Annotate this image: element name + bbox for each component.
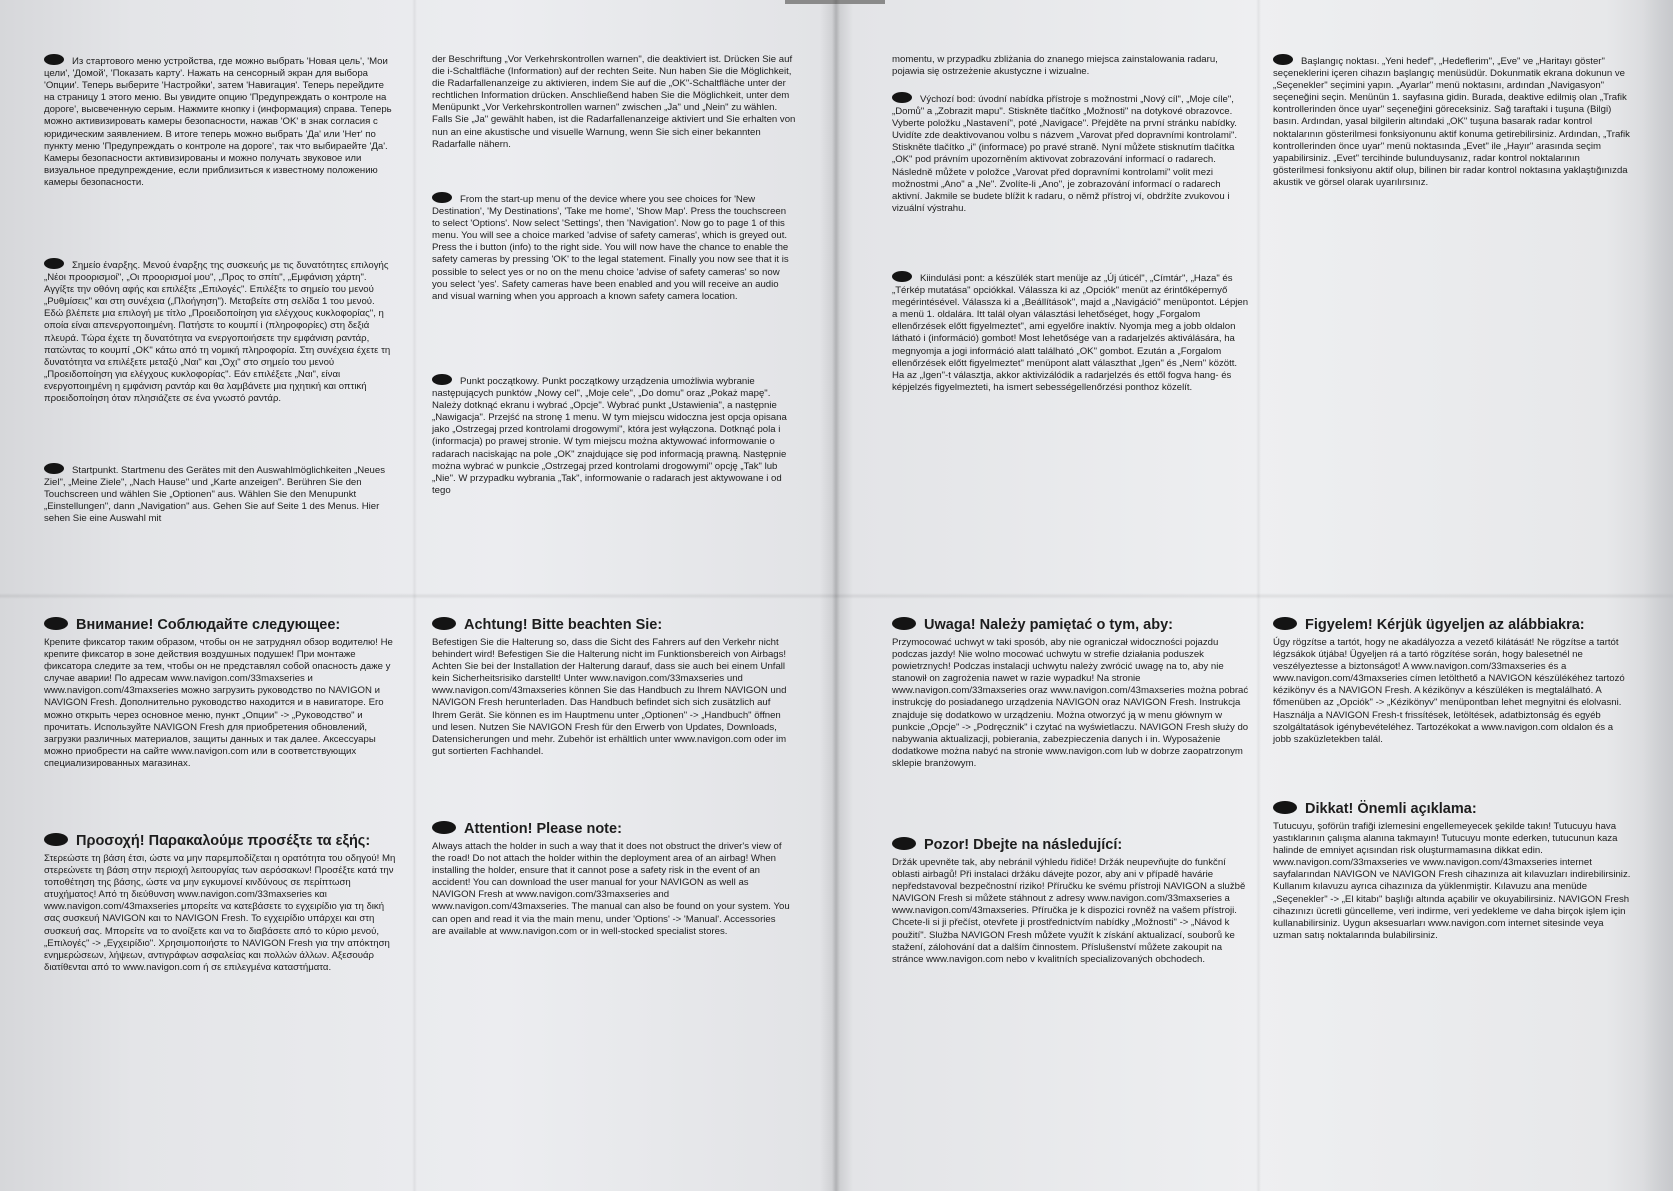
notice-tr-body: Tutucuyu, şoförün trafiği izlemesini engellemeyecek şekilde takın! Tutucuyu hava yastıklarının çalışma alanına takmayın! Tutucuyu monte ederken, tutucunun kaza halinde de emniyet açısından risk oluşturmamasına dikkat edin. www.navigon.com/33maxseries ve www.navigon.com/43maxseries internet sayfalarından NAVIGON ve NAVIGON Fresh cihazınıza ait kılavuzları indirebilirsiniz. Kullanım kılavuzu ayrıca cihazınıza da yüklenmiştir. Kılavuzu ana menüde „Seçenekler" -> „El kitabı" başlığı altında açabilir ve okuyabilirsiniz. NAVIGON Fresh cihazınızı ücretli güncelleme, veri indirme, veri yedekleme ve daha birçok işlem için kullanabilirsiniz. Uygun aksesuarları www.navigon.com internet sitesinde veya uzman satış noktalarında bulabilirsiniz. <box>1273 821 1631 941</box>
bullet-icon <box>892 837 916 850</box>
bullet-icon <box>44 463 64 474</box>
bullet-icon <box>44 617 68 630</box>
bullet-icon <box>892 92 912 103</box>
instruction-tr: Başlangıç noktası. „Yeni hedef", „Hedeflerim", „Eve" ve „Haritayı göster" seçeneklerini içeren cihazın başlangıç menüsüdür. Dokunmatik ekrana dokunun ve „Seçenekler" seçimini yapın. „Ayarlar" menü noktasını, ardından „Navigasyon" seçeneğini seçin. Menünün 1. sayfasına gidin. Burada, deaktive edilmiş olan „Trafik kontrollerinden önce uyar" seçeneğini göreceksiniz. Sağ taraftaki i tuşuna (Bilgi) basın. Ardından, yasal bilgilerin altındaki „OK" tuşuna basarak radar kontrol noktalarının gösterilmesi fonksiyonunu aktif konuma getirebilirsiniz. Ardından, „Trafik kontrollerinden önce uyar" menü noktasında „Evet" ile „Hayır" arasında seçim yapabilirsiniz. „Evet" tercihinde bulunduysanız, radar kontrol noktalarının gösterilmesi fonksiyonu aktif olup, bilinen bir radar kontrol noktasına yaklaştığınızda akustik ve görsel olarak uyarılırsınız. <box>1273 56 1630 188</box>
notice-el-title: Προσοχή! Παρακαλούμε προσέξτε τα εξής: <box>44 832 370 850</box>
instruction-pl: Punkt początkowy. Punkt początkowy urządzenia umożliwia wybranie następujących punktów „Nowy cel", „Moje cele", „Do domu" oraz „Pokaż mapę". Należy dotknąć ekranu i wybrać „Opcje". Wybrać punkt „Ustawienia", a następnie „Nawigacja". Przejść na stronę 1 menu. W tym miejscu widoczna jest opcja opisana jako „Ostrzegaj przed kontrolami drogowymi", która jest wyłączona. Dotknąć pola i (informacja) po prawej stronie. W tym miejscu można aktywować informowanie o radarach naciskając na pole „OK" znajdujące się pod informacją prawną. Następnie można wybrać w punkcie „Ostrzegaj przed kontrolami drogowymi" opcję „Tak" lub „Nie". W przypadku wybrania „Tak", informowanie o radarach jest aktywowane i od tego <box>432 376 787 496</box>
instruction-el: Σημείο έναρξης. Μενού έναρξης της συσκευής με τις δυνατότητες επιλογής „Νέοι προορισμοί", „Οι προορισμοί μου", „Προς το σπίτι", „Εμφάνιση χάρτη". Αγγίξτε την οθόνη αφής και επιλέξτε „Επιλογές". Επιλέξτε το σημείο του μενού „Ρυθμίσεις" και στη συνέχεια („Πλοήγηση"). Μεταβείτε στη σελίδα 1 του μενού. Εδώ βλέπετε μια επιλογή με τίτλο „Προειδοποίηση για ελέγχους κυκλοφορίας", η οποία είναι απενεργοποιημένη. Πατήστε το κουμπί i (πληροφορίες) στη δεξιά πλευρά. Τώρα έχετε τη δυνατότητα να ενεργοποιήσετε την εμφάνιση ραντάρ, πατώντας το κουμπί „OK" κάτω από τη νομική πληροφορία. Στη συνέχεια έχετε τη δυνατότητα να επιλέξετε μεταξύ „Ναι" και „Όχι" στο σημείο του μενού „Προειδοποίηση για ελέγχους κυκλοφορίας". Εάν επιλέξετε „Ναι", είναι ενεργοποιημένη η εμφάνιση ραντάρ και θα λαμβάνετε μια ηχητική και οπτική προειδοποίηση όταν πλησιάζετε σε ένα γνωστό ραντάρ. <box>44 260 391 405</box>
instruction-de: Startpunkt. Startmenu des Gerätes mit den Auswahlmöglichkeiten „Neues Ziel", „Meine Ziele", „Nach Hause" und „Karte anzeigen". Berühren Sie den Touchscreen und wählen Sie „Optionen" aus. Wählen Sie den Menupunkt „Einstellungen", dann „Navigation" aus. Gehen Sie auf Seite 1 des Menus. Hier sehen Sie eine Auswahl mit <box>44 465 386 525</box>
notice-ru-body: Крепите фиксатор таким образом, чтобы он не затруднял обзор водителю! Не крепите фиксатор в зоне действия воздушных подушек! При монтаже фиксатора следите за тем, чтобы он не представлял собой опасность даже у случае аварии! По адресам www.navigon.com/33maxseries и www.navigon.com/43maxseries можно загрузить руководство по NAVIGON и NAVIGON Fresh. Дополнительно руководство находится и в навигаторе. Его можно открыть через основное меню, пункт „Опции" -> „Руководство" и прочитать. Используйте NAVIGON Fresh для приобретения обновлений, загрузки различных материалов, защиты данных и так далее. Аксессуары можно приобрести на сайте www.navigon.com или в соответствующих специализированных магазинах. <box>44 637 393 769</box>
bullet-icon <box>432 374 452 385</box>
bullet-icon <box>1273 54 1293 65</box>
notice-cs-title: Pozor! Dbejte na následující: <box>892 836 1122 854</box>
bullet-icon <box>44 54 64 65</box>
bullet-icon <box>432 617 456 630</box>
bullet-icon <box>1273 617 1297 630</box>
instruction-cs: Výchozí bod: úvodní nabídka přístroje s možnostmi „Nový cíl", „Moje cíle", „Domů" a „Zobrazit mapu". Stiskněte tlačítko „Možnosti" na dotykové obrazovce. Vyberte položku „Nastavení", poté „Navigace". Přejděte na první stránku nabídky. Uvidíte zde deaktivovanou volbu s názvem „Varovat před dopravními kontrolami". Stiskněte tlačítko „i" (informace) po pravé straně. Nyní můžete stisknutím tlačítka „OK" pod právním upozorněním aktivovat zobrazování informací o radarech. Následně můžete v položce „Varovat před dopravními kontrolami" volit mezi možnostmi „Ano" a „Ne". Zvolíte-li „Ano", je zobrazování informací o radarech aktivní. Jakmile se budete blížit k radaru, o němž přístroj ví, obdržíte zvukovou i vizuální výstrahu. <box>892 94 1238 214</box>
notice-el-body: Στερεώστε τη βάση έτσι, ώστε να μην παρεμποδίζεται η ορατότητα του οδηγού! Μη στερεώνετε τη βάση στην περιοχή λειτουργίας των αερόσακων! Προσέξτε κατά την τοποθέτηση της βάσης, ώστε να μην εγκυμονεί κινδύνους σε περίπτωση ατυχήματος! Από τη διεύθυνση www.navigon.com/33maxseries και www.navigon.com/43maxseries μπορείτε να κατεβάσετε το εγχειρίδιο για τη δική σας συσκευή NAVIGON και το NAVIGON Fresh. Το εγχειρίδιο υπάρχει και στη συσκευή σας. Μπορείτε να το ανοίξετε και να το διαβάσετε από το κύριο μενού, „Επιλογές" -> „Εγχειρίδιο". Χρησιμοποιήστε το NAVIGON Fresh για την απόκτηση ενημερώσεων, λήψεων, αντιγράφων ασφαλείας και πολλών άλλων. Αξεσουάρ διατίθενται από το www.navigon.com ή σε επιλεγμένα καταστήματα. <box>44 853 396 973</box>
bullet-icon <box>44 833 68 846</box>
notice-en-body: Always attach the holder in such a way that it does not obstruct the driver's view of the road! Do not attach the holder within the deployment area of an airbag! When installing the holder, ensure that it cannot pose a safety risk in the event of an accident! You can download the user manual for your NAVIGON as well as NAVIGON Fresh at www.navigon.com/33maxseries and www.navigon.com/43maxseries. The manual can also be found on your system. You can open and read it via the main menu, under 'Options' -> 'Manual'. Accessories are available at www.navigon.com or in well-stocked specialist stores. <box>432 841 790 937</box>
bullet-icon <box>44 258 64 269</box>
instruction-en: From the start-up menu of the device where you see choices for 'New Destination', 'My Destinations', 'Take me home', 'Show Map'. Press the touchscreen to select 'Options'. Now select 'Settings', then 'Navigation'. Now go to page 1 of this menu. You will see a choice marked 'advise of safety cameras', which is greyed out. Press the i button (info) to the right side. You will now have the chance to enable the safety cameras by pressing 'OK' to the legal statement. Finally you now see that it is possible to select yes or no on the menu choice 'advise of safety cameras' so now you select 'yes'. Safety cameras have been enabled and you will receive an audio and visual warning when you approach a known safety camera location. <box>432 194 789 302</box>
notice-hu-body: Úgy rögzítse a tartót, hogy ne akadályozza a vezető kilátását! Ne rögzítse a tartót légzsákok útjába! Ügyeljen rá a tartó rögzítése során, hogy balesetnél ne veszélyeztesse a biztonságot! A www.navigon.com/33maxseries és a www.navigon.com/43maxseries címen letölthető a NAVIGON készülékéhez tartozó kézikönyv és a NAVIGON Fresh. A kézikönyv a készüléken is megtalálható. A főmenüben az „Opciók" -> „Kézikönyv" menüpontban lehet megnyitni és elolvasni. Használja a NAVIGON Fresh-t frissítések, letöltések, adatbiztonság és egyéb szolgáltatások igénybevételéhez. Tartozékokat a www.navigon.com oldalon és a jobb szaküzletekben talál. <box>1273 637 1625 745</box>
instruction-ru: Из стартового меню устройства, где можно выбрать 'Новая цель', 'Мои цели', 'Домой', 'Показать карту'. Нажать на сенсорный экран для выбора 'Опции'. Теперь выберите 'Настройки', затем 'Навигация'. Теперь перейдите на страницу 1 этого меню. Вы увидите опцию 'Предупреждать о контроле на дороге', высвеченную серым. Нажмите кнопку i (информация) справа. Теперь можно активизировать камеры безопасности, нажав 'OK' в знак согласия с юридическим заявлением. В итоге теперь можно выбрать 'Да' или 'Нет' по пункту меню 'Предупреждать о контроле на дороге', так что выбираейте 'Да'. Камеры безопасности активизированы и можно получать звуковое или визуальное предупреждение, если приблизиться к известному положению камеры безопасности. <box>44 56 392 188</box>
bullet-icon <box>432 821 456 834</box>
horizontal-fold-line <box>0 593 1673 599</box>
bullet-icon <box>892 617 916 630</box>
notice-de-body: Befestigen Sie die Halterung so, dass die Sicht des Fahrers auf den Verkehr nicht behindert wird! Befestigen Sie die Halterung nicht im Funktionsbereich von Airbags! Achten Sie bei der Installation der Halterung darauf, dass sie auch bei einem Unfall kein Sicherheitsrisiko darstellt! Unter www.navigon.com/33maxseries und www.navigon.com/43maxseries können Sie das Handbuch zu Ihrem NAVIGON und NAVIGON Fresh herunterladen. Das Handbuch befindet sich sich zusätzlich auf Ihrem Gerät. Sie können es im Hauptmenu unter „Optionen" -> „Handbuch" öffnen und lesen. Nutzen Sie NAVIGON Fresh für den Erwerb von Updates, Downloads, Datensicherungen und mehr. Zubehör ist erhältlich unter www.navigon.com oder im gut sortierten Fachhandel. <box>432 637 787 757</box>
instruction-pl-continued: momentu, w przypadku zbliżania do znanego miejsca zainstalowania radaru, pojawia się ostrzeżenie akustyczne i wizualne. <box>892 54 1218 78</box>
instruction-hu: Kiindulási pont: a készülék start menüje az „Új úticél", „Címtár", „Haza" és „Térkép mutatása" opciókkal. Válassza ki az „Opciók" menüt az érintőképernyő megérintésével. Válassza ki a „Beállítások", majd a „Navigáció" menüpontot. Lépjen a menü 1. oldalára. Itt talál olyan választási lehetőséget, hogy „Forgalom ellenőrzések előtt figyelmeztet", ami egyelőre inaktív. Nyomja meg a jobb oldalon látható i (információ) gombot! Most lehetősége van a radarjelzés aktiválására, ha megnyomja a jogi információ alatt található „OK" gombot. Ezután a „Forgalom ellenőrzések előtt figyelmeztet" menüpont alatt választhat „Igen" és „Nem" között. Ha az „Igen"-t választja, akkor aktivizálódik a radarjelzés és ettől fogva hang- és képjelzés figyelmezteti, ha ismert sebességellenőrzési ponthoz közelít. <box>892 273 1249 393</box>
notice-cs-body: Držák upevněte tak, aby nebránil výhledu řidiče! Držák neupevňujte do funkční oblasti airbagů! Při instalaci držáku dávejte pozor, aby ani v případě havárie nepředstavoval bezpečnostní riziko! Příručku ke svému přístroji NAVIGON a službě NAVIGON Fresh si můžete stáhnout z adresy www.navigon.com/33maxseries a www.navigon.com/43maxseries. Příručka je k dispozici rovněž na vašem přístroji. Chcete-li si ji přečíst, otevřete ji prostřednictvím nabídky „Možnosti" -> „Návod k použití". Služba NAVIGON Fresh můžete využít k získání aktualizací, souborů ke stažení, zálohování dat a dalším činnostem. Příslušenství můžete zakoupit na stránce www.navigon.com nebo v kvalitních specializovaných obchodech. <box>892 857 1246 965</box>
notice-pl-body: Przymocować uchwyt w taki sposób, aby nie ograniczał widoczności pojazdu podczas jazdy! Nie wolno mocować uchwytu w strefie działania poduszek powietrznych! Podczas instalacji uchwytu należy zwrócić uwagę na to, aby nie stanowił on zagrożenia nawet w razie wypadku! Na stronie www.navigon.com/33maxseries oraz www.navigon.com/43maxseries można pobrać instrukcję do posiadanego urządzenia NAVIGON oraz NAVIGON Fresh. Instrukcja znajduje się dodatkowo w urządzeniu. Można otworzyć ją w menu głównym w punkcie „Opcje" -> „Podręcznik" i czytać na wyświetlaczu. NAVIGON Fresh służy do nabywania aktualizacji, pobierania, zabezpieczenia danych i in. Wyposażenie dodatkowe można nabyć na stronie www.navigon.com lub w dobrze zaopatrzonym sklepie branżowym. <box>892 637 1249 769</box>
notice-tr-title: Dikkat! Önemli açıklama: <box>1273 800 1477 818</box>
instruction-de-continued: der Beschriftung „Vor Verkehrskontrollen warnen", die deaktiviert ist. Drücken Sie auf die i-Schaltfläche (Information) auf der rechten Seite. Nun haben Sie die Möglichkeit, die Radarfallenanzeige zu aktivieren, indem Sie auf die „OK"-Schaltfläche unter der rechtlichen Information drücken. Anschließend haben Sie die Möglichkeit, unter dem Menüpunkt „Vor Verkehrskontrollen warnen" zwischen „Ja" und „Nein" zu wählen. Falls Sie „Ja" gewählt haben, ist die Radarfallenanzeige aktiviert und Sie erhalten von nun an eine akustische und visuelle Warnung, wenn Sie sich einer bekannten Radarfalle nähern. <box>432 54 796 150</box>
notice-hu-title: Figyelem! Kérjük ügyeljen az alábbiakra: <box>1273 616 1585 634</box>
paper-edge-shadow <box>1643 0 1673 1191</box>
notice-de-title: Achtung! Bitte beachten Sie: <box>432 616 662 634</box>
bullet-icon <box>1273 801 1297 814</box>
bullet-icon <box>432 192 452 203</box>
bullet-icon <box>892 271 912 282</box>
notice-pl-title: Uwaga! Należy pamiętać o tym, aby: <box>892 616 1173 634</box>
notice-en-title: Attention! Please note: <box>432 820 622 838</box>
notice-ru-title: Внимание! Соблюдайте следующее: <box>44 616 340 634</box>
